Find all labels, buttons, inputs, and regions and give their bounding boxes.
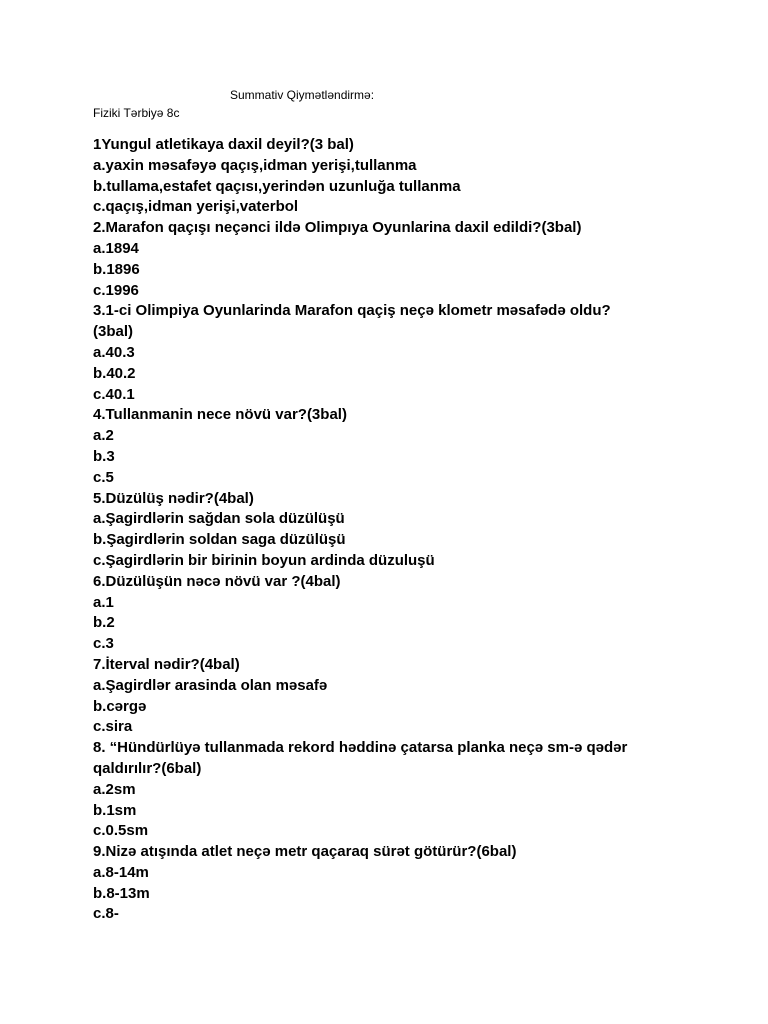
answer-option: a.40.3 <box>93 343 135 361</box>
question-4: 4.Tullanmanin nece növü var?(3bal) <box>93 406 347 424</box>
answer-option: b.cərgə <box>93 697 147 715</box>
answer-option: a.1 <box>93 593 114 611</box>
answer-option: c.40.1 <box>93 385 135 403</box>
answer-option: c.sira <box>93 718 133 736</box>
question-3-continued: (3bal) <box>93 323 134 341</box>
answer-option: b.2 <box>93 614 115 632</box>
question-8: 8. “Hündürlüyə tullanmada rekord həddinə çatarsa planka neçə sm-ə qədər <box>93 739 628 757</box>
document-title: Summativ Qiymətləndirmə: <box>230 88 375 102</box>
question-3: 3.1-ci Olimpiya Oyunlarinda Marafon qaçiş neçə klometr məsafədə oldu? <box>93 302 611 320</box>
question-9: 9.Nizə atışında atlet neçə metr qaçaraq sürət götürür?(6bal) <box>93 843 517 861</box>
question-7: 7.İterval nədir?(4bal) <box>93 655 240 673</box>
question-5: 5.Düzülüş nədir?(4bal) <box>93 489 254 507</box>
answer-option: b.1896 <box>93 260 140 278</box>
answer-option: a.1894 <box>93 239 139 257</box>
answer-option: b.8-13m <box>93 884 150 902</box>
answer-option: a.2sm <box>93 780 136 798</box>
answer-option: c.8- <box>93 905 119 923</box>
answer-option: a.8-14m <box>93 863 149 881</box>
question-6: 6.Düzülüşün nəcə növü var ?(4bal) <box>93 572 341 590</box>
answer-option: b.Şagirdlərin soldan saga düzülüşü <box>93 531 346 549</box>
quiz-body <box>93 135 753 925</box>
answer-option: b.1sm <box>93 801 137 819</box>
answer-option: c.1996 <box>93 281 139 299</box>
answer-option: b.3 <box>93 447 115 465</box>
question-2: 2.Marafon qaçışı neçənci ildə Olimpıya Oyunlarina daxil edildi?(3bal) <box>93 219 582 237</box>
answer-option: a.yaxin məsafəyə qaçış,idman yerişi,tullanma <box>93 156 417 174</box>
answer-option: b.40.2 <box>93 364 136 382</box>
answer-option: c.0.5sm <box>93 822 149 840</box>
answer-option: c.Şagirdlərin bir birinin boyun ardinda düzuluşü <box>93 551 435 569</box>
answer-option: c.3 <box>93 635 114 653</box>
answer-option: b.tullama,estafet qaçısı,yerindən uzunluğa tullanma <box>93 177 461 195</box>
answer-option: a.Şagirdlərin sağdan sola düzülüşü <box>93 510 345 528</box>
question-1: 1Yungul atletikaya daxil deyil?(3 bal) <box>93 136 354 153</box>
answer-option: a.2 <box>93 427 114 445</box>
answer-option: c.qaçış,idman yerişi,vaterbol <box>93 198 299 216</box>
answer-option: a.Şagirdlər arasinda olan məsafə <box>93 676 328 694</box>
question-8-continued: qaldırılır?(6bal) <box>93 759 202 777</box>
answer-option: c.5 <box>93 468 114 486</box>
document-subject: Fiziki Tərbiyə 8c <box>93 106 180 120</box>
